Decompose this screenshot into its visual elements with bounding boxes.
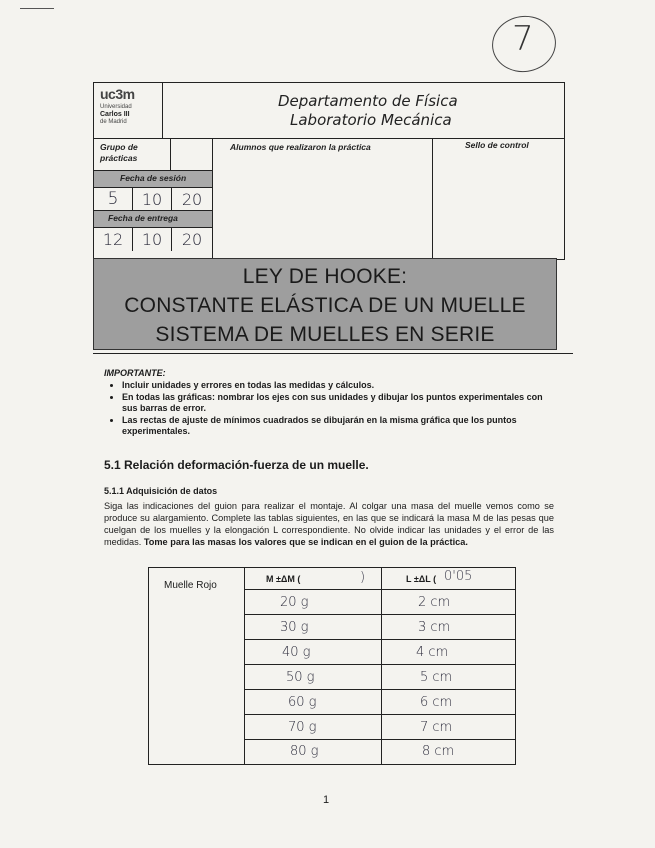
delivery-date-label: Fecha de entrega bbox=[108, 213, 178, 223]
length-value: 4 cm bbox=[416, 645, 449, 660]
students-label: Alumnos que realizaron la práctica bbox=[230, 142, 371, 152]
length-value: 6 cm bbox=[420, 695, 453, 710]
instructions-emphasis: Tome para las masas los valores que se indican en el guion de la práctica. bbox=[143, 537, 468, 547]
delivery-year: 20 bbox=[181, 230, 203, 249]
divider bbox=[93, 353, 573, 354]
subsection-heading: 5.1.1 Adquisición de datos bbox=[104, 486, 218, 496]
title-line-3: SISTEMA DE MUELLES EN SERIE bbox=[155, 323, 495, 346]
session-month: 10 bbox=[141, 190, 163, 209]
important-block bbox=[104, 368, 554, 438]
divider bbox=[244, 664, 516, 665]
title-line-2: CONSTANTE ELÁSTICA DE UN MUELLE bbox=[124, 294, 526, 317]
divider bbox=[148, 567, 516, 568]
measurements-table bbox=[148, 567, 516, 765]
mass-value: 50 g bbox=[286, 670, 315, 685]
page-mark: 7 bbox=[512, 19, 534, 59]
delivery-date-row bbox=[94, 227, 212, 251]
logo-text: uc3m bbox=[100, 86, 135, 102]
divider bbox=[162, 82, 163, 138]
scan-mark bbox=[20, 8, 54, 9]
divider bbox=[170, 138, 171, 170]
page-number: 1 bbox=[323, 794, 330, 806]
section-heading: 5.1 Relación deformación-fuerza de un muelle. bbox=[104, 458, 369, 472]
length-value: 5 cm bbox=[420, 670, 453, 685]
divider bbox=[244, 639, 516, 640]
title-line-1: LEY DE HOOKE: bbox=[242, 265, 408, 288]
mass-value: 70 g bbox=[288, 720, 317, 735]
list-item: • En todas las gráficas: nombrar los ejes con sus unidades y dibujar los puntos experimentales con sus barras de error. bbox=[122, 392, 554, 414]
university-name: Universidad Carlos III de Madrid bbox=[100, 104, 132, 125]
length-value: 7 cm bbox=[420, 720, 453, 735]
length-value: 8 cm bbox=[422, 744, 455, 759]
session-date-label: Fecha de sesión bbox=[120, 173, 187, 183]
mass-value: 30 g bbox=[280, 620, 309, 635]
delivery-day: 12 bbox=[102, 230, 124, 249]
list-item: • Las rectas de ajuste de mínimos cuadrados se dibujarán en la misma gráfica que los puntos experimentales. bbox=[122, 415, 554, 437]
mass-value: 60 g bbox=[288, 695, 317, 710]
list-item: • Incluir unidades y errores en todas las medidas y cálculos. bbox=[122, 380, 554, 391]
instructions-paragraph bbox=[104, 500, 554, 548]
title-banner bbox=[93, 258, 557, 350]
divider bbox=[148, 567, 149, 765]
divider bbox=[515, 567, 516, 765]
department-name: Departamento de Física bbox=[278, 92, 458, 110]
session-date-row bbox=[94, 187, 212, 211]
divider bbox=[212, 138, 213, 258]
group-label: Grupo de prácticas bbox=[100, 142, 138, 163]
mass-value: 80 g bbox=[290, 744, 319, 759]
divider bbox=[244, 714, 516, 715]
instructions-text: Siga las indicaciones del guion para realizar el montaje. Al colgar una masa del muelle vemos como se produce su alargamiento. Complete las tablas siguientes, en las que se indicará la masa M de las pesas que cuelgan de los muelles y la elongación L correspondiente. No olvide indicar las unidades y el error de las medidas. bbox=[104, 501, 554, 547]
length-value: 3 cm bbox=[418, 620, 451, 635]
divider bbox=[381, 567, 382, 765]
session-year: 20 bbox=[181, 190, 203, 209]
important-list bbox=[104, 380, 554, 437]
session-day: 5 bbox=[107, 189, 119, 209]
mass-unit-handwritten: ) bbox=[360, 570, 366, 585]
lab-name: Laboratorio Mecánica bbox=[290, 111, 452, 129]
university-logo bbox=[100, 86, 158, 126]
divider bbox=[93, 138, 564, 139]
seal-label: Sello de control bbox=[465, 140, 529, 150]
divider bbox=[432, 138, 433, 258]
length-error-handwritten: 0'05 bbox=[444, 569, 473, 584]
row-label: Muelle Rojo bbox=[164, 580, 217, 591]
divider bbox=[244, 589, 516, 590]
divider bbox=[244, 739, 516, 740]
divider bbox=[148, 764, 516, 765]
mass-value: 20 g bbox=[280, 595, 309, 610]
length-value: 2 cm bbox=[418, 595, 451, 610]
divider bbox=[244, 567, 245, 765]
divider bbox=[244, 689, 516, 690]
length-column-header: L ±ΔL ( bbox=[406, 574, 437, 584]
divider bbox=[244, 614, 516, 615]
mass-column-header: M ±ΔM ( bbox=[266, 574, 301, 584]
delivery-month: 10 bbox=[141, 230, 163, 249]
mass-value: 40 g bbox=[282, 645, 311, 660]
important-heading: IMPORTANTE: bbox=[104, 368, 166, 378]
